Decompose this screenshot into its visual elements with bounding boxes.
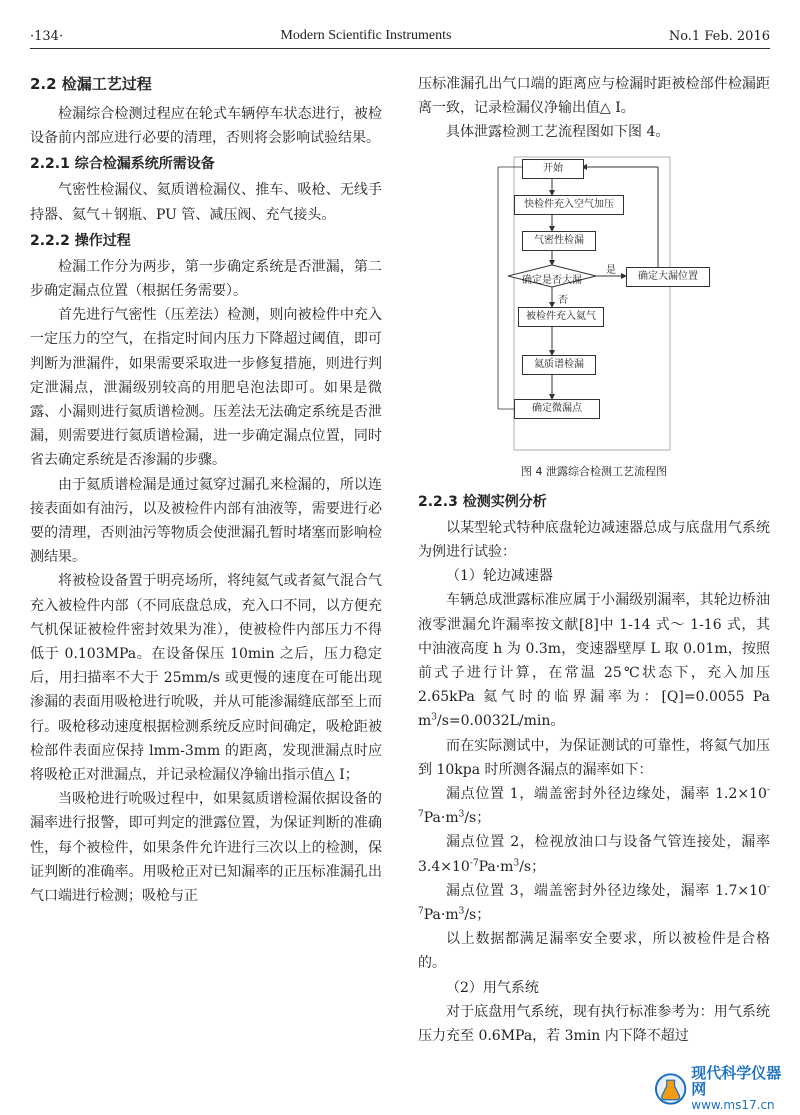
- list-item: （1）轮边减速器: [446, 568, 553, 585]
- paragraph: [418, 588, 770, 733]
- page-header: [30, 24, 770, 49]
- superscript: 3: [458, 809, 465, 820]
- paragraph: 而在实际测试中，为保证测试的可靠性，将氦气加压到 10kpa 时所测各漏点的漏率如下：: [418, 737, 770, 778]
- flow-decision-label: 确定是否大漏: [522, 274, 582, 286]
- text-span: 漏点位置 3，端盖密封外径边缘处，漏率 1.7×10: [446, 882, 767, 899]
- journal-name: Modern Scientific Instruments: [280, 28, 452, 43]
- text-span: /s=0.0032L/min。: [437, 713, 565, 730]
- paragraph: 当吸枪进行吮吸过程中，如果氦质谱检漏依据设备的漏率进行报警，即可判定的泄露位置，为保证判断的准确性，每个被检件，如果条件允许进行三次以上的检测，保证判断的准确率。用吸枪正对已知漏率的正压标准漏孔出气口端进行检测；吸枪与正: [30, 791, 382, 905]
- right-column: [418, 72, 770, 1048]
- site-watermark: [654, 1064, 794, 1112]
- flow-step-pressurize: 快检件充入空气加压: [514, 195, 624, 215]
- paragraph: 检漏综合检测过程应在轮式车辆停车状态进行，被检设备前内部应进行必要的清理，否则将会影响试验结果。: [30, 106, 382, 147]
- paragraph: 首先进行气密性（压差法）检测，则向被检件中充入一定压力的空气，在指定时间内压力下降超过阈值，即可判断为泄漏件，如果需要采取进一步修复措施，则进行判定泄漏点，泄漏级别较高的用肥皂泡法即可。如果是微露、小漏则进行氦质谱检测。压差法无法确定系统是否泄漏，则需要进行氦质谱检漏，进一步确定漏点位置，同时省去确定系统是否渗漏的步骤。: [30, 307, 382, 469]
- flow-yes-label: 是: [606, 264, 616, 276]
- paragraph: 由于氦质谱检漏是通过氦穿过漏孔来检漏的，所以连接表面如有油污，以及被检件内部有油液等，需要进行必要的清理，否则油污等物质会使泄漏孔暂时堵塞而影响检测结果。: [30, 476, 382, 566]
- flowchart-figure: [418, 151, 770, 456]
- paragraph: 以上数据都满足漏率安全要求，所以被检件是合格的。: [418, 931, 770, 972]
- paragraph: 以某型轮式特种底盘轮边减速器总成与底盘用气系统为例进行试验：: [418, 519, 770, 561]
- paragraph: 将被检设备置于明亮场所，将纯氦气或者氦气混合气充入被检件内部（不同底盘总成，充入口不同，以方便充气机保证被检件密封效果为准），使被检件内部压力不得低于 0.103MPa。在设备保压 10min 之后，压力稳定后，用扫描率不大于 25mm/s 或更慢的速度在可能出现渗漏的表面用吸枪进行吮吸，并从可能渗漏缝底部至上而行。吸枪移动速度根据检测系统反应时间确定，吸枪距被检部件表面应保持 lmm-3mm 的距离，发现泄漏点时应将吸枪正对泄漏点，并记录检漏仪净输出指示值△ I；: [30, 573, 382, 784]
- text-span: 漏点位置 1，端盖密封外径边缘处，漏率 1.2×10: [446, 786, 767, 803]
- flow-step-helium-fill: 被检件充入氦气: [518, 307, 604, 327]
- text-span: 车辆总成泄露标准应属于小漏级别漏率，其轮边桥油液零泄漏允许漏率按文献[8]中 1-14 式～ 1-16 式，其中油液高度 h 为 0.3m，变速器壁厚 L 取 0.01m，按照前式子进行计算，在常温 25℃状态下，充入加压 2.65kPa 氦气时的临界漏率为：[Q]=0.0055 Pa m: [418, 592, 770, 730]
- text-span: /s；: [464, 810, 491, 827]
- paragraph: 压标准漏孔出气口端的距离应与检漏时距被检部件检漏距离一致，记录检漏仪净输出值△ I。: [418, 76, 770, 117]
- superscript: 3: [431, 712, 438, 723]
- flow-no-label: 否: [558, 294, 568, 306]
- leak-point-3: [418, 879, 770, 927]
- text-span: 漏点位置 2，检视放油口与设备气管连接处，漏率 3.4×10: [418, 834, 770, 875]
- paragraph: 对于底盘用气系统，现有执行标准参考为：用气系统压力充至 0.6MPa，若 3min 内下降不超过: [418, 1003, 770, 1045]
- flask-logo-icon: [654, 1072, 687, 1106]
- issue-info: No.1 Feb. 2016: [668, 28, 770, 44]
- flow-big-leak: 确定大漏位置: [626, 267, 710, 287]
- watermark-url: www.ms17.cn: [691, 1098, 775, 1112]
- watermark-title: 现代科学仪器网: [691, 1064, 782, 1098]
- paragraph: 气密性检漏仪、氦质谱检漏仪、推车、吸枪、无线手持器、氦气＋钢瓶、PU 管、减压阀、充气接头。: [30, 182, 382, 223]
- paragraph: 具体泄露检测工艺流程图如下图 4。: [446, 124, 670, 141]
- page-number: ·134·: [30, 28, 64, 44]
- flow-end: 确定微漏点: [514, 399, 600, 419]
- text-span: Pa·m: [478, 858, 514, 875]
- superscript: -7: [418, 785, 770, 820]
- superscript: -7: [469, 858, 479, 868]
- flow-start: 开始: [522, 159, 584, 179]
- leak-point-1: [418, 782, 770, 830]
- left-column: [30, 72, 382, 908]
- superscript: -7: [418, 882, 770, 917]
- section-title-2-2-1: 2.2.1 综合检漏系统所需设备: [30, 156, 215, 173]
- superscript: 3: [513, 858, 520, 868]
- flow-step-helium-detect: 氦质谱检漏: [522, 355, 596, 375]
- section-title-2-2-2: 2.2.2 操作过程: [30, 232, 131, 249]
- list-item: （2）用气系统: [446, 979, 539, 996]
- text-span: /s；: [519, 858, 546, 875]
- flow-step-airtight: 气密性检漏: [522, 231, 596, 251]
- leak-point-2: [418, 830, 770, 878]
- text-span: Pa·m: [423, 907, 459, 924]
- paragraph: 检漏工作分为两步，第一步确定系统是否泄漏，第二步确定漏点位置（根据任务需要）。: [30, 258, 382, 300]
- superscript: 3: [458, 906, 465, 917]
- section-title-2-2-3: 2.2.3 检测实例分析: [418, 493, 547, 510]
- text-span: /s；: [464, 907, 491, 924]
- text-span: Pa·m: [423, 810, 459, 827]
- section-title-2-2: 2.2 检漏工艺过程: [30, 75, 152, 93]
- figure-caption: 图 4 泄露综合检测工艺流程图: [521, 464, 667, 478]
